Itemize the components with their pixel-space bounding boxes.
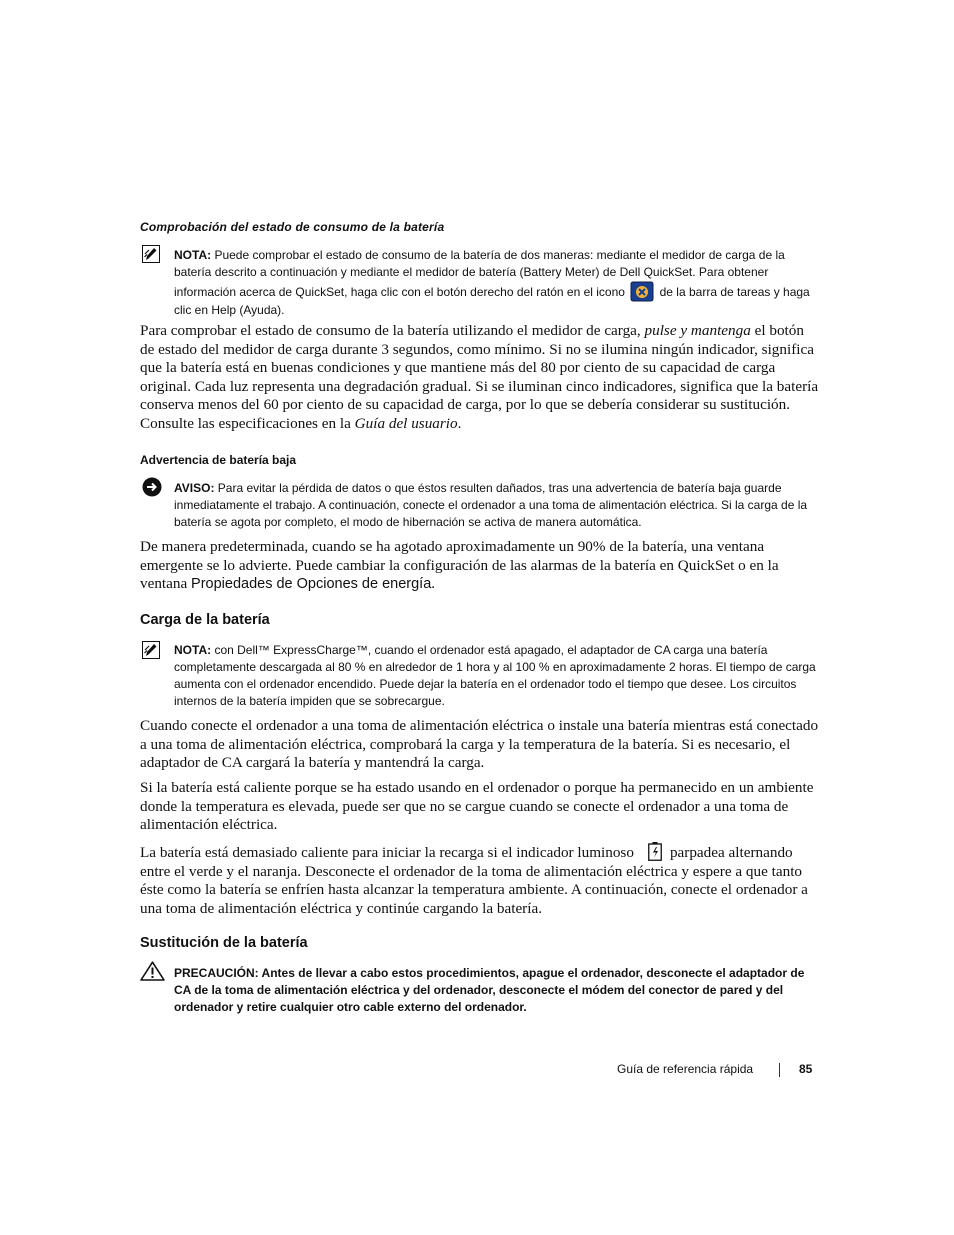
note-quickset — [174, 247, 816, 319]
section-title-charging: Carga de la batería — [140, 612, 270, 628]
note-text-1: Puede comprobar el estado de consumo de la batería de dos maneras: mediante el medidor de carga de la batería descrito a continuación y mediante el medidor de batería (Battery Meter) de Dell QuickSet. Para obtener información acerca de QuickSet, haga clic con el botón derecho del ratón en el icono — [174, 248, 785, 299]
paragraph-hot-battery: Si la batería está caliente porque se ha estado usando en el ordenador o porque ha permanecido en un ambiente donde la temperatura es elevada, puede ser que no se cargue cuando se conecte el ordenador a una toma de alimentación eléctrica. — [140, 779, 814, 833]
note-text: con Dell™ ExpressCharge™, cuando el ordenador está apagado, el adaptador de CA carga una batería completamente descargada al 80 % en alrededor de 1 hora y al 100 % en aproximadamente 2 horas. El tiempo de carga aumenta con el ordenador encendido. Puede dejar la batería en el ordenador todo el tiempo que desee. Los circuitos internos de la batería impiden que se sobrecargue. — [174, 643, 816, 708]
paragraph-default-alarm — [140, 538, 820, 594]
para-text: . — [431, 575, 436, 592]
note-expresscharge — [174, 642, 816, 710]
quickset-icon[interactable] — [630, 281, 654, 302]
para-text: Para comprobar el estado de consumo de la batería utilizando el medidor de carga, — [140, 322, 645, 339]
para-text: La batería está demasiado caliente para iniciar la recarga si el indicador luminoso — [140, 844, 634, 861]
paragraph-connect: Cuando conecte el ordenador a una toma de alimentación eléctrica o instale una batería mientras está conectado a una toma de alimentación eléctrica, comprobará la carga y la temperatura de la batería. Si es necesario, el adaptador de CA cargará la batería y mantendrá la carga. — [140, 717, 819, 771]
notice-label: AVISO: — [174, 481, 215, 495]
power-options-window-name: Propiedades de Opciones de energía — [191, 576, 432, 592]
subsection-title-low-battery: Advertencia de batería baja — [140, 453, 297, 467]
notice-icon — [142, 477, 162, 497]
note-label: NOTA: — [174, 643, 212, 657]
note-icon — [142, 641, 160, 659]
battery-light-icon — [648, 842, 662, 861]
para-text: el botón de estado del medidor de carga durante 3 segundos, como mínimo. Si no se ilumina ningún indicador, significa que la batería está en buenas condiciones y que mantiene más del 80 por ciento de su capacidad de carga original. Cada luz representa una degradación gradual. Si se iluminan cinco indicadores, significa que la batería conserva menos del 60 por ciento de su capacidad de carga, por lo que se debería considerar su sustitución. Consulte las especificaciones en la — [140, 322, 819, 432]
paragraph-check-status — [140, 322, 820, 433]
caution-label: PRECAUCIÓN: — [174, 966, 259, 980]
note-label: NOTA: — [174, 248, 212, 262]
help-menu-label: Help — [211, 303, 237, 317]
para-text: De manera predeterminada, cuando se ha agotado aproximadamente un 90% de la batería, una ventana emergente se lo advierte. Puede cambiar la configuración de las alarmas de la batería en QuickSet o en la ventana — [140, 538, 779, 592]
para-text: parpadea alternando entre el verde y el naranja. Desconecte el ordenador de la toma de alimentación eléctrica y espere a que tanto éste como la batería se enfríen hasta alcanzar la temperatura ambiente. A continuación, conecte el ordenador a una toma de alimentación eléctrica y continúe cargando la batería. — [140, 844, 808, 917]
caution-replacement — [174, 965, 816, 1016]
para-italic-guide: Guía del usuario — [354, 414, 458, 432]
notice-low-battery — [174, 480, 816, 531]
note-icon — [142, 245, 160, 263]
section-title-replacement: Sustitución de la batería — [140, 935, 308, 951]
notice-text: Para evitar la pérdida de datos o que éstos resulten dañados, tras una advertencia de batería baja guarde inmediatamente el trabajo. A continuación, conecte el ordenador a una toma de alimentación eléctrica. Si la carga de la batería se agota por completo, el modo de hibernación se activa de manera automática. — [174, 481, 808, 529]
subsection-title-consumo: Comprobación del estado de consumo de la batería — [140, 220, 445, 234]
note-text-3: (Ayuda). — [236, 303, 285, 317]
page-number: 85 — [799, 1062, 813, 1076]
footer-title: Guía de referencia rápida — [617, 1062, 754, 1076]
caution-icon — [140, 961, 165, 981]
footer-separator — [779, 1063, 780, 1077]
para-italic: pulse y mantenga — [644, 322, 751, 339]
paragraph-too-hot — [140, 842, 820, 918]
para-text: . — [457, 414, 462, 432]
note-text-2: de la barra de tareas y haga clic en — [174, 285, 810, 317]
caution-text: Antes de llevar a cabo estos procedimientos, apague el ordenador, desconecte el adaptador de CA de la toma de alimentación eléctrica y del ordenador, desconecte el módem del conector de pared y del ordenador y retire cualquier otro cable externo del ordenador. — [174, 966, 805, 1014]
